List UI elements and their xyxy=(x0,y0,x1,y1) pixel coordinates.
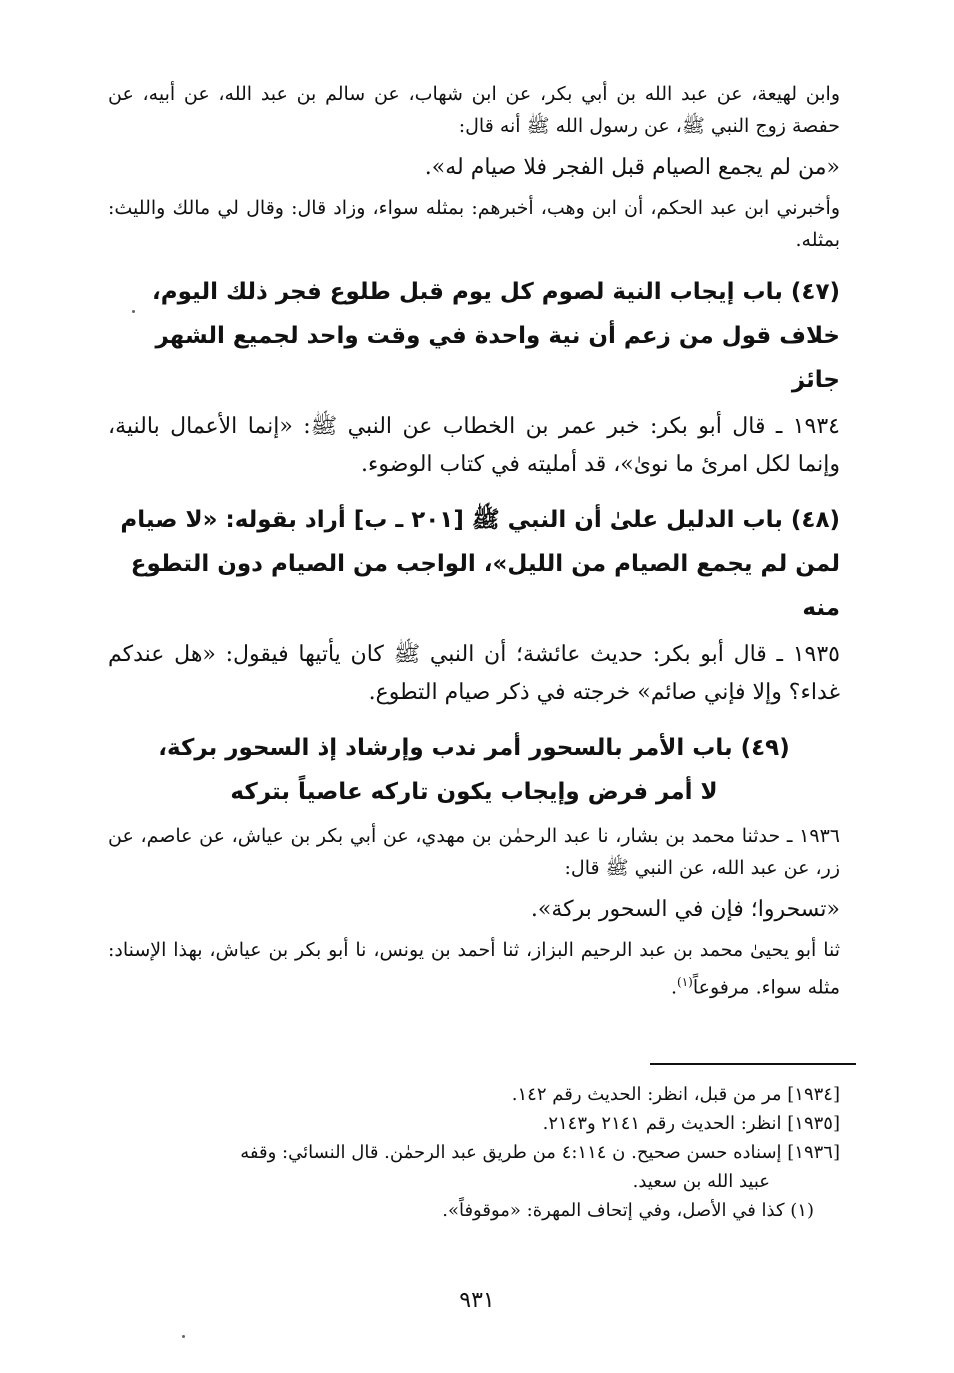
paragraph-ibn-abd-al-hakam: وأخبرني ابن عبد الحكم، أن ابن وهب، أخبرهم: بمثله سواء، وزاد قال: وقال لي مالك والليث: بمثله. xyxy=(108,197,840,251)
footnote-1934: [١٩٣٤] مر من قبل، انظر: الحديث رقم ١٤٢. xyxy=(511,1084,840,1105)
hadith-text-1: «من لم يجمع الصيام قبل الفجر فلا صيام له». xyxy=(424,155,840,180)
hadith-text-2: «تسحروا؛ فإن في السحور بركة». xyxy=(530,897,840,922)
chapter-heading-47 xyxy=(108,270,840,402)
chapter-heading-49-line2: لا أمر فرض وإيجاب يكون تاركه عاصياً بتركه xyxy=(230,779,718,805)
chapter-heading-47-line1: (٤٧) باب إيجاب النية لصوم كل يوم قبل طلوع فجر ذلك اليوم، xyxy=(152,279,840,305)
footnote-divider xyxy=(650,1063,856,1065)
footnote-1935: [١٩٣٥] انظر: الحديث رقم ٢١٤١ و٢١٤٣. xyxy=(542,1113,840,1134)
chapter-heading-49-line1: (٤٩) باب الأمر بالسحور أمر ندب وإرشاد إذ السحور بركة، xyxy=(158,735,790,761)
chapter-heading-49 xyxy=(108,726,840,814)
footnotes xyxy=(108,1080,840,1225)
hadith-1935: ١٩٣٥ ـ قال أبو بكر: حديث عائشة؛ أن النبي ﷺ كان يأتيها فيقول: «هل عندكم غداء؟ وإلا فإني صائم» خرجته في ذكر صيام التطوع. xyxy=(108,642,840,705)
page-number: ٩٣١ xyxy=(459,1288,495,1313)
hadith-1934: ١٩٣٤ ـ قال أبو بكر: خبر عمر بن الخطاب عن النبي ﷺ: «إنما الأعمال بالنية، وإنما لكل امرئ ما نوىٰ»، قد أمليته في كتاب الوضوء. xyxy=(108,414,840,477)
hadith-1936: ١٩٣٦ ـ حدثنا محمد بن بشار، نا عبد الرحمٰن بن مهدي، عن أبي بكر بن عياش، عن عاصم، عن زر، عن عبد الله، عن النبي ﷺ قال: xyxy=(108,825,840,879)
paragraph-abu-yahya-end: . xyxy=(670,976,678,999)
paragraph-abu-yahya-text: ثنا أبو يحيىٰ محمد بن عبد الرحيم البزاز، ثنا أحمد بن يونس، نا أبو بكر بن عياش، بهذا الإسناد: مثله سواء. مرفوعاً xyxy=(108,939,840,999)
scan-speck xyxy=(182,1335,185,1338)
footnote-1936: [١٩٣٦] إسناده حسن صحيح. ن ٤:١١٤ من طريق عبد الرحمٰن. قال النسائي: وقفه xyxy=(240,1142,840,1163)
footnote-1: (١) كذا في الأصل، وفي إتحاف المهرة: «موقوفاً». xyxy=(442,1200,814,1221)
chapter-heading-47-line2: خلاف قول من زعم أن نية واحدة في وقت واحد لجميع الشهر جائز xyxy=(155,323,840,393)
chapter-heading-48-line1: (٤٨) باب الدليل علىٰ أن النبي ﷺ [٢٠١ ـ ب] أراد بقوله: «لا صيام xyxy=(120,507,840,533)
footnote-marker: (١) xyxy=(677,975,693,989)
chapter-heading-48 xyxy=(108,498,840,630)
paragraph-isnad: وابن لهيعة، عن عبد الله بن أبي بكر، عن ابن شهاب، عن سالم بن عبد الله، عن أبيه، عن حفصة زوج النبي ﷺ، عن رسول الله ﷺ أنه قال: xyxy=(108,83,840,137)
paragraph-abu-yahya xyxy=(108,934,840,1003)
chapter-heading-48-line2: لمن لم يجمع الصيام من الليل»، الواجب من الصيام دون التطوع منه xyxy=(130,551,840,621)
scan-speck xyxy=(132,310,135,313)
footnote-1936-cont: عبيد الله بن سعيد. xyxy=(632,1171,770,1192)
page-body xyxy=(108,78,840,1003)
